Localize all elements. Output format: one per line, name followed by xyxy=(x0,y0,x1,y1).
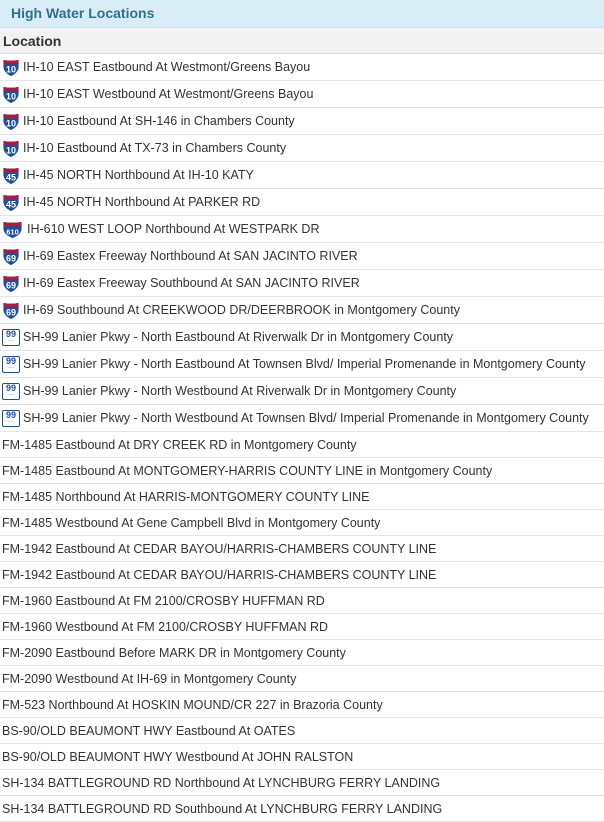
location-row[interactable] xyxy=(0,405,604,432)
panel-title: High Water Locations xyxy=(0,0,604,28)
location-text: FM-2090 Eastbound Before MARK DR in Montgomery County xyxy=(2,645,346,660)
interstate-shield-icon xyxy=(2,193,20,212)
location-text: FM-1485 Westbound At Gene Campbell Blvd in Montgomery County xyxy=(2,515,381,530)
svg-text:69: 69 xyxy=(5,253,17,263)
location-row[interactable] xyxy=(0,135,604,162)
location-row[interactable] xyxy=(0,270,604,297)
interstate-shield-icon xyxy=(2,112,20,131)
location-row[interactable] xyxy=(0,216,604,243)
interstate-shield-icon xyxy=(2,247,20,266)
location-text: FM-1960 Eastbound At FM 2100/CROSBY HUFFMAN RD xyxy=(2,593,325,608)
location-row[interactable] xyxy=(0,640,604,666)
interstate-shield-icon xyxy=(2,220,23,239)
location-text: SH-134 BATTLEGROUND RD Northbound At LYNCHBURG FERRY LANDING xyxy=(2,775,441,790)
location-row[interactable] xyxy=(0,692,604,718)
location-row[interactable] xyxy=(0,432,604,458)
location-row[interactable] xyxy=(0,162,604,189)
location-row[interactable] xyxy=(0,351,604,378)
column-header-location[interactable]: Location xyxy=(0,28,604,54)
location-text: FM-523 Northbound At HOSKIN MOUND/CR 227 in Brazoria County xyxy=(2,697,383,712)
location-text: IH-69 Southbound At CREEKWOOD DR/DEERBROOK in Montgomery County xyxy=(23,303,460,317)
svg-text:69: 69 xyxy=(5,280,17,290)
location-row[interactable] xyxy=(0,189,604,216)
location-text: FM-1485 Northbound At HARRIS-MONTGOMERY COUNTY LINE xyxy=(2,489,370,504)
location-text: FM-1485 Eastbound At MONTGOMERY-HARRIS COUNTY LINE in Montgomery County xyxy=(2,463,493,478)
svg-text:610: 610 xyxy=(6,227,19,236)
svg-text:45: 45 xyxy=(5,199,17,209)
location-text: IH-610 WEST LOOP Northbound At WESTPARK DR xyxy=(27,222,320,236)
location-row[interactable] xyxy=(0,666,604,692)
location-row[interactable] xyxy=(0,562,604,588)
interstate-shield-icon xyxy=(2,139,20,158)
toll-road-shield-icon: 99 —— xyxy=(2,410,20,427)
location-row[interactable] xyxy=(0,614,604,640)
svg-text:10: 10 xyxy=(5,145,17,155)
location-text: FM-1485 Eastbound At DRY CREEK RD in Montgomery County xyxy=(2,437,357,452)
location-text: SH-99 Lanier Pkwy - North Eastbound At Riverwalk Dr in Montgomery County xyxy=(23,330,454,344)
toll-road-shield-icon: 99 —— xyxy=(2,383,20,400)
location-row[interactable] xyxy=(0,744,604,770)
location-text: FM-1942 Eastbound At CEDAR BAYOU/HARRIS-CHAMBERS COUNTY LINE xyxy=(2,541,437,556)
location-row[interactable] xyxy=(0,536,604,562)
location-text: IH-10 EAST Westbound At Westmont/Greens Bayou xyxy=(23,87,314,101)
location-text: IH-10 Eastbound At TX-73 in Chambers County xyxy=(23,141,287,155)
location-row[interactable] xyxy=(0,484,604,510)
location-text: FM-1942 Eastbound At CEDAR BAYOU/HARRIS-CHAMBERS COUNTY LINE xyxy=(2,567,437,582)
location-row[interactable] xyxy=(0,588,604,614)
location-row[interactable] xyxy=(0,297,604,324)
location-text: IH-69 Eastex Freeway Northbound At SAN JACINTO RIVER xyxy=(23,249,358,263)
interstate-shield-icon xyxy=(2,274,20,293)
location-row[interactable] xyxy=(0,458,604,484)
location-text: BS-90/OLD BEAUMONT HWY Westbound At JOHN RALSTON xyxy=(2,749,354,764)
location-row[interactable] xyxy=(0,378,604,405)
svg-text:10: 10 xyxy=(5,91,17,101)
interstate-shield-icon xyxy=(2,58,20,77)
interstate-shield-icon xyxy=(2,85,20,104)
toll-road-shield-icon: 99 —— xyxy=(2,356,20,373)
svg-text:69: 69 xyxy=(5,307,17,317)
location-text: FM-2090 Westbound At IH-69 in Montgomery County xyxy=(2,671,297,686)
location-text: IH-45 NORTH Northbound At PARKER RD xyxy=(23,195,261,209)
location-text: BS-90/OLD BEAUMONT HWY Eastbound At OATES xyxy=(2,723,296,738)
location-text: SH-99 Lanier Pkwy - North Westbound At Riverwalk Dr in Montgomery County xyxy=(23,384,457,398)
location-text: SH-99 Lanier Pkwy - North Westbound At Townsen Blvd/ Imperial Promenande in Montgomery County xyxy=(23,411,589,425)
location-text: SH-134 BATTLEGROUND RD Southbound At LYNCHBURG FERRY LANDING xyxy=(2,801,443,816)
location-text: IH-10 EAST Eastbound At Westmont/Greens Bayou xyxy=(23,60,311,74)
toll-road-shield-icon: 99 —— xyxy=(2,329,20,346)
location-row[interactable] xyxy=(0,510,604,536)
location-row[interactable] xyxy=(0,81,604,108)
svg-text:45: 45 xyxy=(5,172,17,182)
location-row[interactable] xyxy=(0,243,604,270)
location-text: IH-69 Eastex Freeway Southbound At SAN JACINTO RIVER xyxy=(23,276,360,290)
svg-text:10: 10 xyxy=(5,118,17,128)
location-text: IH-10 Eastbound At SH-146 in Chambers County xyxy=(23,114,295,128)
interstate-shield-icon xyxy=(2,301,20,320)
location-row[interactable] xyxy=(0,796,604,822)
location-row[interactable] xyxy=(0,770,604,796)
location-row[interactable] xyxy=(0,718,604,744)
location-list xyxy=(0,54,604,822)
location-text: IH-45 NORTH Northbound At IH-10 KATY xyxy=(23,168,254,182)
location-row[interactable] xyxy=(0,108,604,135)
svg-text:10: 10 xyxy=(5,64,17,74)
location-text: SH-99 Lanier Pkwy - North Eastbound At Townsen Blvd/ Imperial Promenande in Montgomery County xyxy=(23,357,586,371)
location-row[interactable] xyxy=(0,54,604,81)
interstate-shield-icon xyxy=(2,166,20,185)
location-row[interactable] xyxy=(0,324,604,351)
location-text: FM-1960 Westbound At FM 2100/CROSBY HUFFMAN RD xyxy=(2,619,329,634)
